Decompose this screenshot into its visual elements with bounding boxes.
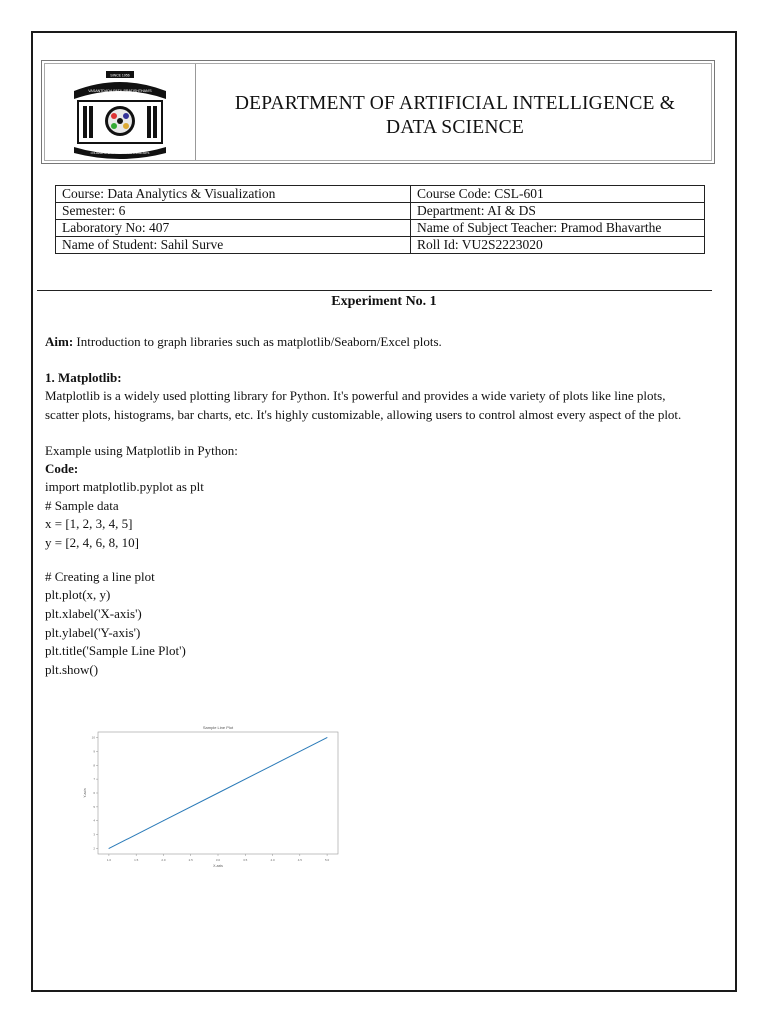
x-tick-label: 4.5 [297,858,302,862]
x-tick-label: 3.0 [215,858,221,862]
data-point [327,737,328,738]
matplotlib-heading: 1. Matplotlib: [45,370,122,385]
code-label: Code: [45,461,79,476]
chart-title: Sample Line Plot [202,725,234,730]
code-line: y = [2, 4, 6, 8, 10] [45,535,139,550]
roll-id-cell: Roll Id: VU2S2223020 [411,237,705,254]
student-name-cell: Name of Student: Sahil Surve [56,237,411,254]
x-tick-label: 1.0 [106,858,111,862]
course-cell: Course: Data Analytics & Visualization [56,186,411,203]
laboratory-cell: Laboratory No: 407 [56,220,411,237]
code-line: plt.xlabel('X-axis') [45,606,142,621]
code-line: # Sample data [45,498,119,513]
y-axis-label: Y-axis [83,788,87,798]
y-tick-label: 8 [93,763,95,768]
y-tick-label: 6 [93,791,95,795]
letterhead [41,60,715,164]
aim-line [45,332,442,351]
code-line: x = [1, 2, 3, 4, 5] [45,516,133,531]
data-point [163,820,164,821]
y-tick-label: 9 [93,749,95,754]
experiment-title: Experiment No. 1 [331,294,437,309]
logo-top-text: SINCE 1956 [110,73,130,78]
table-row [56,237,705,254]
example-line: Example using Matplotlib in Python: [45,443,238,458]
code-line: # Creating a line plot [45,569,155,584]
matplotlib-paragraph-line1: Matplotlib is a widely used plotting library for Python. It's powerful and provides a wide variety of plots like line plots, [45,388,666,403]
y-tick-label: 4 [93,818,95,823]
code-line: plt.show() [45,662,99,677]
logo-college-text: COLLEGE OF ENGINEERING AND VISUAL ARTS [90,152,150,155]
y-tick-label: 7 [93,777,95,782]
semester-cell: Semester: 6 [56,203,411,220]
y-tick-label: 10 [91,735,95,740]
y-tick-label: 3 [93,832,95,837]
x-tick-label: 2.0 [161,858,166,862]
college-logo-box [45,64,196,160]
x-tick-label: 3.5 [243,858,248,862]
data-point [109,848,110,849]
line-plot-figure [78,722,348,870]
code-line: plt.plot(x, y) [45,587,111,602]
aim-text: Introduction to graph libraries such as matplotlib/Seaborn/Excel plots. [76,334,442,349]
course-code-cell: Course Code: CSL-601 [411,186,705,203]
matplotlib-paragraph-line2: scatter plots, histograms, bar charts, etc. It's highly customizable, allowing users to control almost every aspect of the plot. [45,407,682,422]
department-title-line1: DEPARTMENT OF ARTIFICIAL INTELLIGENCE & [234,93,676,114]
y-tick-label: 2 [93,846,95,851]
college-logo-icon [70,69,170,161]
code-line: import matplotlib.pyplot as plt [45,479,204,494]
course-info-table [55,185,705,254]
aim-label: Aim: [45,334,74,349]
table-row [56,186,705,203]
x-tick-label: 2.5 [188,858,193,862]
department-title [205,92,705,140]
table-row [56,203,705,220]
document-page [31,31,737,992]
department-cell: Department: AI & DS [411,203,705,220]
x-tick-label: 5.0 [325,858,330,862]
y-tick-label: 5 [93,804,95,809]
data-point [218,793,219,794]
section-divider [37,290,712,291]
logo-institution-text: VASANTDADA PATIL PRATISHTHAN'S [88,89,152,93]
code-line: plt.title('Sample Line Plot') [45,643,186,658]
x-tick-label: 4.0 [270,858,275,862]
x-axis-label: X-axis [213,864,223,868]
table-row [56,220,705,237]
department-title-line2: DATA SCIENCE [386,117,524,138]
teacher-cell: Name of Subject Teacher: Pramod Bhavarthe [411,220,705,237]
x-tick-label: 1.5 [134,858,139,862]
data-point [272,765,273,766]
line-plot-chart [78,722,348,870]
code-line: plt.ylabel('Y-axis') [45,625,141,640]
